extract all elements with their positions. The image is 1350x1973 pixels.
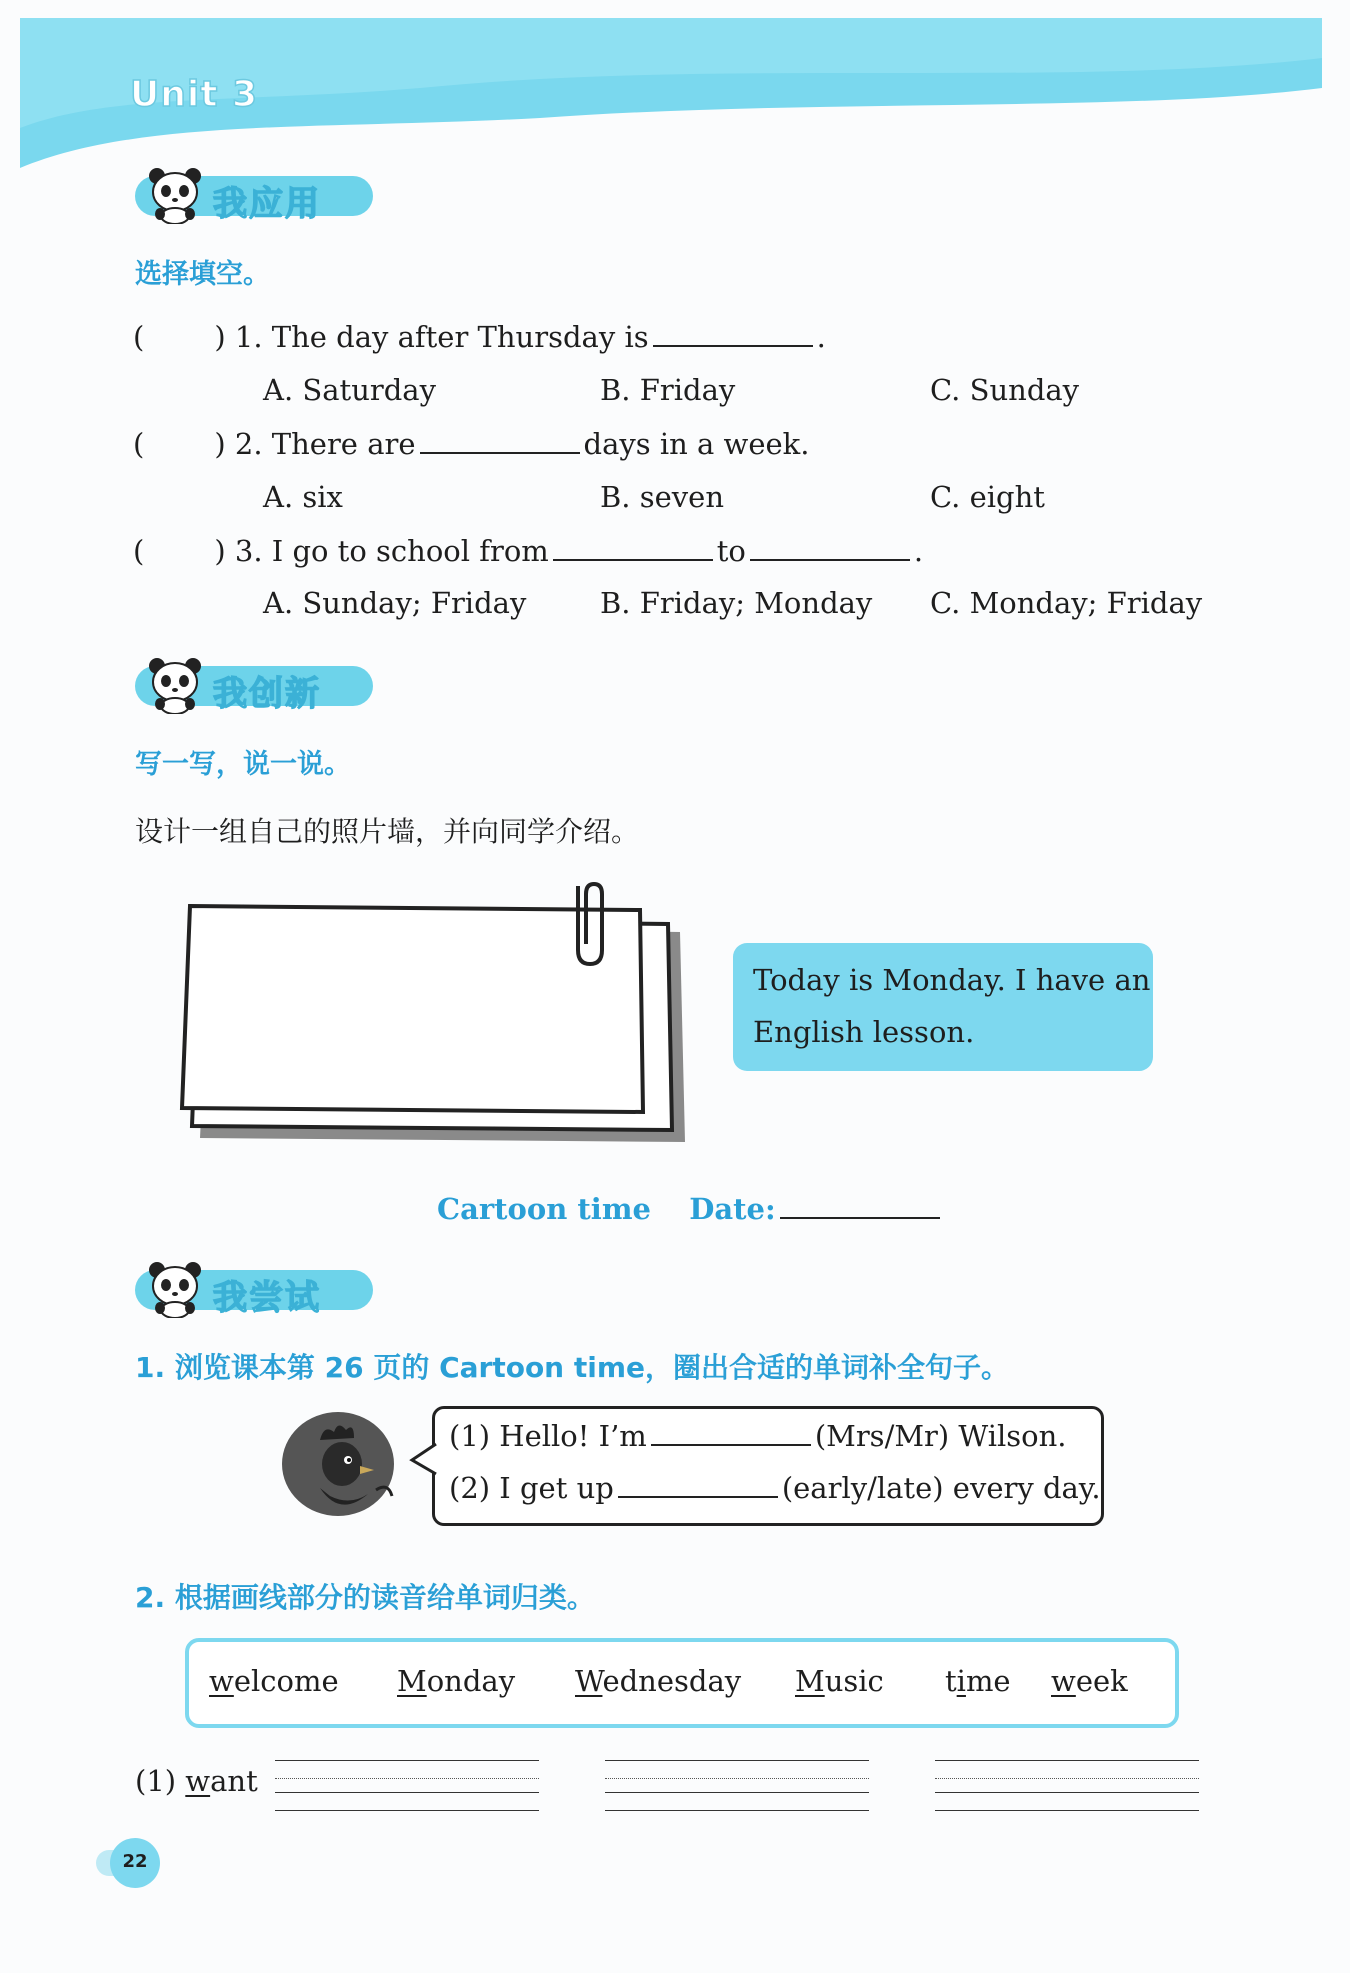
word-music (795, 1664, 884, 1698)
word-rest: me (965, 1664, 1011, 1698)
rooster-avatar (280, 1410, 402, 1518)
instruction-browse: 1. 浏览课本第 26 页的 Cartoon time，圈出合适的单词补全句子。 (135, 1351, 1010, 1384)
answer-blank[interactable] (618, 1496, 778, 1498)
page-number: 22 (122, 1851, 148, 1872)
sentence-2-choice: (early/late) every day. (781, 1471, 1101, 1505)
sentence-1 (449, 1419, 1067, 1453)
underlined-letter: M (397, 1664, 427, 1698)
section-apply-title (135, 168, 373, 224)
answer-paren-open: ( (133, 427, 145, 461)
answer-paren-close: ) (214, 320, 226, 354)
panda-icon (143, 1258, 207, 1318)
option-c: C. eight (930, 480, 1045, 514)
cartoon-time-label: Cartoon time (437, 1192, 651, 1226)
writing-line-1[interactable] (275, 1760, 539, 1806)
underlined-letter: W (575, 1664, 603, 1698)
speech-tail (408, 1440, 438, 1480)
question-number: 2. (234, 427, 263, 461)
option-b: B. Friday; Monday (600, 586, 873, 620)
question-3 (133, 534, 923, 568)
question-text: I go to school from (271, 534, 549, 568)
sentence-2 (449, 1471, 1101, 1505)
question-2 (133, 427, 809, 461)
option-c: C. Sunday (930, 373, 1080, 407)
answer-paren-close: ) (214, 534, 226, 568)
word-welcome (209, 1664, 339, 1698)
page-number-badge (96, 1838, 164, 1888)
task-text: 设计一组自己的照片墙，并向同学介绍。 (135, 815, 640, 848)
instruction-choose: 选择填空。 (135, 259, 270, 290)
writing-line-2[interactable] (605, 1760, 869, 1806)
section-try-title (135, 1262, 373, 1318)
answer-blank[interactable] (553, 559, 713, 561)
underlined-letter: M (795, 1664, 825, 1698)
word-rest: ant (210, 1764, 258, 1798)
question-1 (133, 320, 826, 354)
word-time (945, 1664, 1011, 1698)
question-number: 3. (234, 534, 263, 568)
word-rest: usic (824, 1664, 884, 1698)
answer-paren-open: ( (133, 534, 145, 568)
section-title-text: 我应用 (213, 184, 321, 224)
word-monday (397, 1664, 515, 1698)
question-text: The day after Thursday is (271, 320, 649, 354)
answer-blank[interactable] (420, 452, 580, 454)
date-blank[interactable] (780, 1217, 940, 1219)
answer-paren-open: ( (133, 320, 145, 354)
speech-note (733, 943, 1153, 1071)
section-title-text: 我尝试 (213, 1278, 321, 1318)
sentence-2-text: (2) I get up (449, 1471, 614, 1505)
question-text-mid: to (716, 534, 746, 568)
note-line-1: Today is Monday. I have an (753, 963, 1151, 997)
underlined-letter: i (956, 1664, 966, 1698)
underlined-letter: w (1051, 1664, 1076, 1698)
sentence-1-text: (1) Hello! I’m (449, 1419, 647, 1453)
panda-icon (143, 654, 207, 714)
answer-blank[interactable] (651, 1444, 811, 1446)
answer-blank[interactable] (750, 559, 910, 561)
question-number: 1. (234, 320, 263, 354)
word-rest: onday (426, 1664, 516, 1698)
cartoon-time-line (437, 1192, 944, 1226)
note-line-2: English lesson. (753, 1015, 975, 1049)
question-text-end: . (913, 534, 924, 568)
option-b: B. Friday (600, 373, 736, 407)
answer-paren-close: ) (214, 427, 226, 461)
word-rest: ednesday (602, 1664, 742, 1698)
photo-frame[interactable] (170, 880, 700, 1150)
option-c: C. Monday; Friday (930, 586, 1203, 620)
option-a: A. six (263, 480, 343, 514)
writing-line-3[interactable] (935, 1760, 1199, 1806)
sentence-1-choice: (Mrs/Mr) Wilson. (814, 1419, 1067, 1453)
panda-icon (143, 164, 207, 224)
unit-label: Unit 3 (130, 74, 258, 115)
underlined-letter: w (209, 1664, 234, 1698)
row-1-label (135, 1764, 258, 1798)
row-number: (1) (135, 1764, 186, 1798)
question-text: There are (271, 427, 416, 461)
section-create-title (135, 658, 373, 714)
word-pre: t (945, 1664, 957, 1698)
date-label: Date: (689, 1192, 776, 1226)
answer-blank[interactable] (653, 345, 813, 347)
instruction-classify: 2. 根据画线部分的读音给单词归类。 (135, 1581, 595, 1614)
section-title-text: 我创新 (213, 674, 321, 714)
word-bank (185, 1638, 1179, 1728)
word-wednesday (575, 1664, 741, 1698)
speech-bubble (432, 1406, 1104, 1526)
word-week (1051, 1664, 1128, 1698)
question-text-end: . (816, 320, 826, 354)
option-a: A. Saturday (263, 373, 436, 407)
option-a: A. Sunday; Friday (263, 586, 527, 620)
underlined-letter: w (185, 1764, 211, 1798)
word-rest: elcome (233, 1664, 339, 1698)
question-text-end: days in a week. (583, 427, 810, 461)
word-rest: eek (1075, 1664, 1128, 1698)
option-b: B. seven (600, 480, 725, 514)
instruction-write-say: 写一写，说一说。 (135, 749, 351, 780)
